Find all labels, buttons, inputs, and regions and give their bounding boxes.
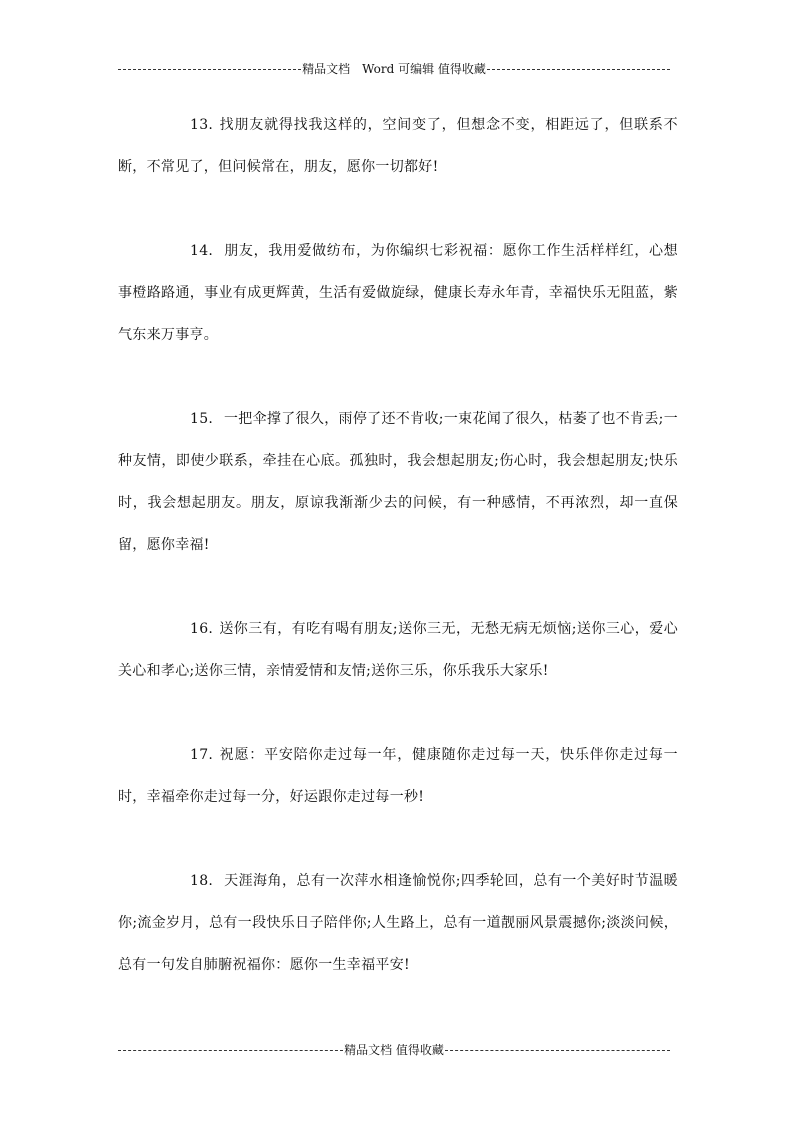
- paragraph-spacer: [118, 692, 678, 734]
- paragraph-spacer: [118, 566, 678, 608]
- footer-dash-left: [118, 1050, 343, 1051]
- page-header: [118, 62, 670, 76]
- paragraph-18: [118, 860, 678, 986]
- paragraph-16: [118, 608, 678, 692]
- paragraph-text: 送你三有，有吃有喝有朋友;送你三无，无愁无病无烦恼;送你三心，爱心关心和孝心;送你三情，亲情爱情和友情;送你三乐，你乐我乐大家乐!: [118, 621, 678, 679]
- paragraph-text: 找朋友就得找我这样的，空间变了，但想念不变，相距远了，但联系不断，不常见了，但问候常在，朋友，愿你一切都好!: [118, 117, 678, 175]
- paragraph-text: 朋友，我用爱做纺布，为你编织七彩祝福：愿你工作生活样样红，心想事橙路路通，事业有成更辉黄，生活有爱做旋绿，健康长寿永年青，幸福快乐无阻蓝，紫气东来万事亨。: [118, 243, 678, 343]
- paragraph-text: 祝愿：平安陪你走过每一年，健康随你走过每一天，快乐伴你走过每一时，幸福牵你走过每一分，好运跟你走过每一秒!: [118, 747, 678, 805]
- footer-text: 精品文档 值得收藏: [344, 1043, 444, 1057]
- paragraph-number: 13.: [190, 117, 214, 133]
- paragraph-15: [118, 398, 678, 566]
- paragraph-13: [118, 104, 678, 188]
- paragraph-number: 17.: [190, 747, 214, 763]
- paragraph-number: 15.: [190, 411, 214, 427]
- page-footer: [118, 1043, 670, 1057]
- paragraph-text: 天涯海角，总有一次萍水相逢愉悦你;四季轮回，总有一个美好时节温暖你;流金岁月，总有一段快乐日子陪伴你;人生路上，总有一道靓丽风景震撼你;淡淡问候，总有一句发自肺腑祝福你：愿你一生幸福平安!: [118, 873, 678, 973]
- paragraph-number: 18.: [190, 873, 214, 889]
- paragraph-spacer: [118, 818, 678, 860]
- paragraph-spacer: [118, 188, 678, 230]
- paragraph-14: [118, 230, 678, 356]
- header-dash-right: [487, 69, 670, 70]
- header-dash-left: [118, 69, 301, 70]
- paragraph-number: 14.: [190, 243, 214, 259]
- paragraph-number: 16.: [190, 621, 214, 637]
- paragraph-17: [118, 734, 678, 818]
- document-body: [118, 104, 678, 986]
- header-text: 精品文档 Word 可编辑 值得收藏: [302, 62, 486, 76]
- paragraph-text: 一把伞撑了很久，雨停了还不肯收;一束花闻了很久，枯萎了也不肯丢;一种友情，即使少联系，牵挂在心底。孤独时，我会想起朋友;伤心时，我会想起朋友;快乐时，我会想起朋友。朋友，原谅我渐渐少去的问候，有一种感情，不再浓烈，却一直保留，愿你幸福!: [118, 411, 678, 553]
- footer-dash-right: [445, 1050, 670, 1051]
- paragraph-spacer: [118, 356, 678, 398]
